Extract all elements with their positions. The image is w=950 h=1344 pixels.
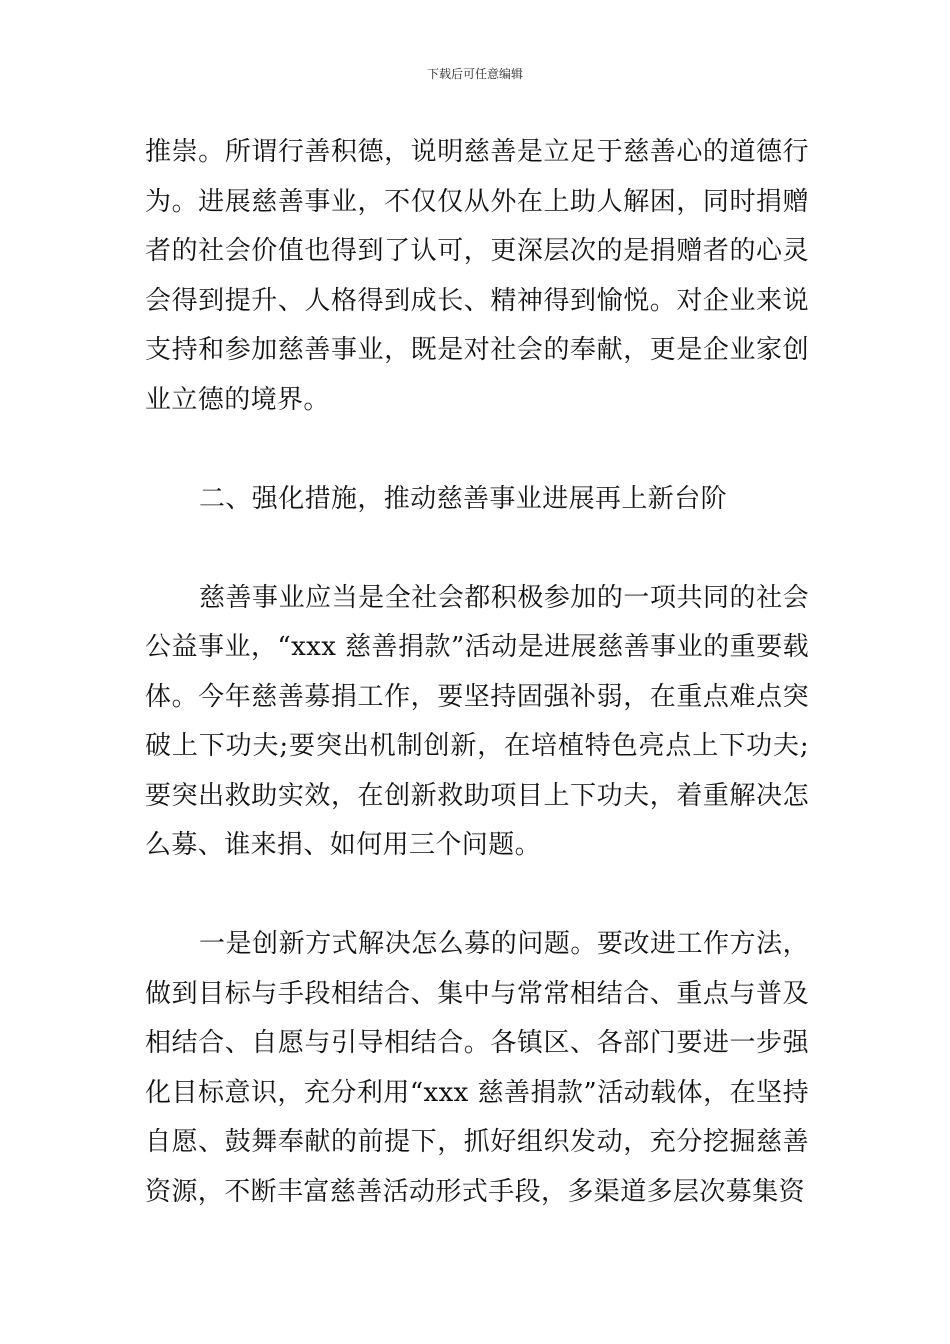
paragraph-continuation: 推崇。所谓行善积德，说明慈善是立足于慈善心的道德行为。进展慈善事业，不仅仅从外在上助人解困，同时捐赠者的社会价值也得到了认可，更深层次的是捐赠者的心灵会得到提升、人格得到成长、精神得到愉悦。对企业来说支持和参加慈善事业，既是对社会的奉献，更是企业家创业立德的境界。 — [145, 137, 809, 415]
paragraph-innovation: 一是创新方式解决怎么募的问题。要改进工作方法，做到目标与手段相结合、集中与常常相结合、重点与普及相结合、自愿与引导相结合。各镇区、各部门要进一步强化目标意识，充分利用“xxx 慈善捐款”活动载体，在坚持自愿、鼓舞奉献的前提下，抓好组织发动，充分挖掘慈善资源，不断丰富慈善活动形式手段，多渠道多层次募集资 — [145, 929, 809, 1207]
paragraph-spacer — [145, 871, 809, 921]
paragraph-charity-carrier: 慈善事业应当是全社会都积极参加的一项共同的社会公益事业，“xxx 慈善捐款”活动是进展慈善事业的重要载体。今年慈善募捐工作，要坚持固强补弱，在重点难点突破上下功夫;要突出机制创新，在培植特色亮点上下功夫;要突出救助实效，在创新救助项目上下功夫，着重解决怎么募、谁来捐、如何用三个问题。 — [145, 582, 809, 860]
section-heading: 二、强化措施，推动慈善事业进展再上新台阶 — [199, 483, 728, 514]
paragraph-spacer — [145, 425, 809, 475]
paragraph-spacer — [145, 524, 809, 574]
header-note: 下载后可任意编辑 — [426, 67, 523, 81]
document-body — [145, 128, 809, 1217]
